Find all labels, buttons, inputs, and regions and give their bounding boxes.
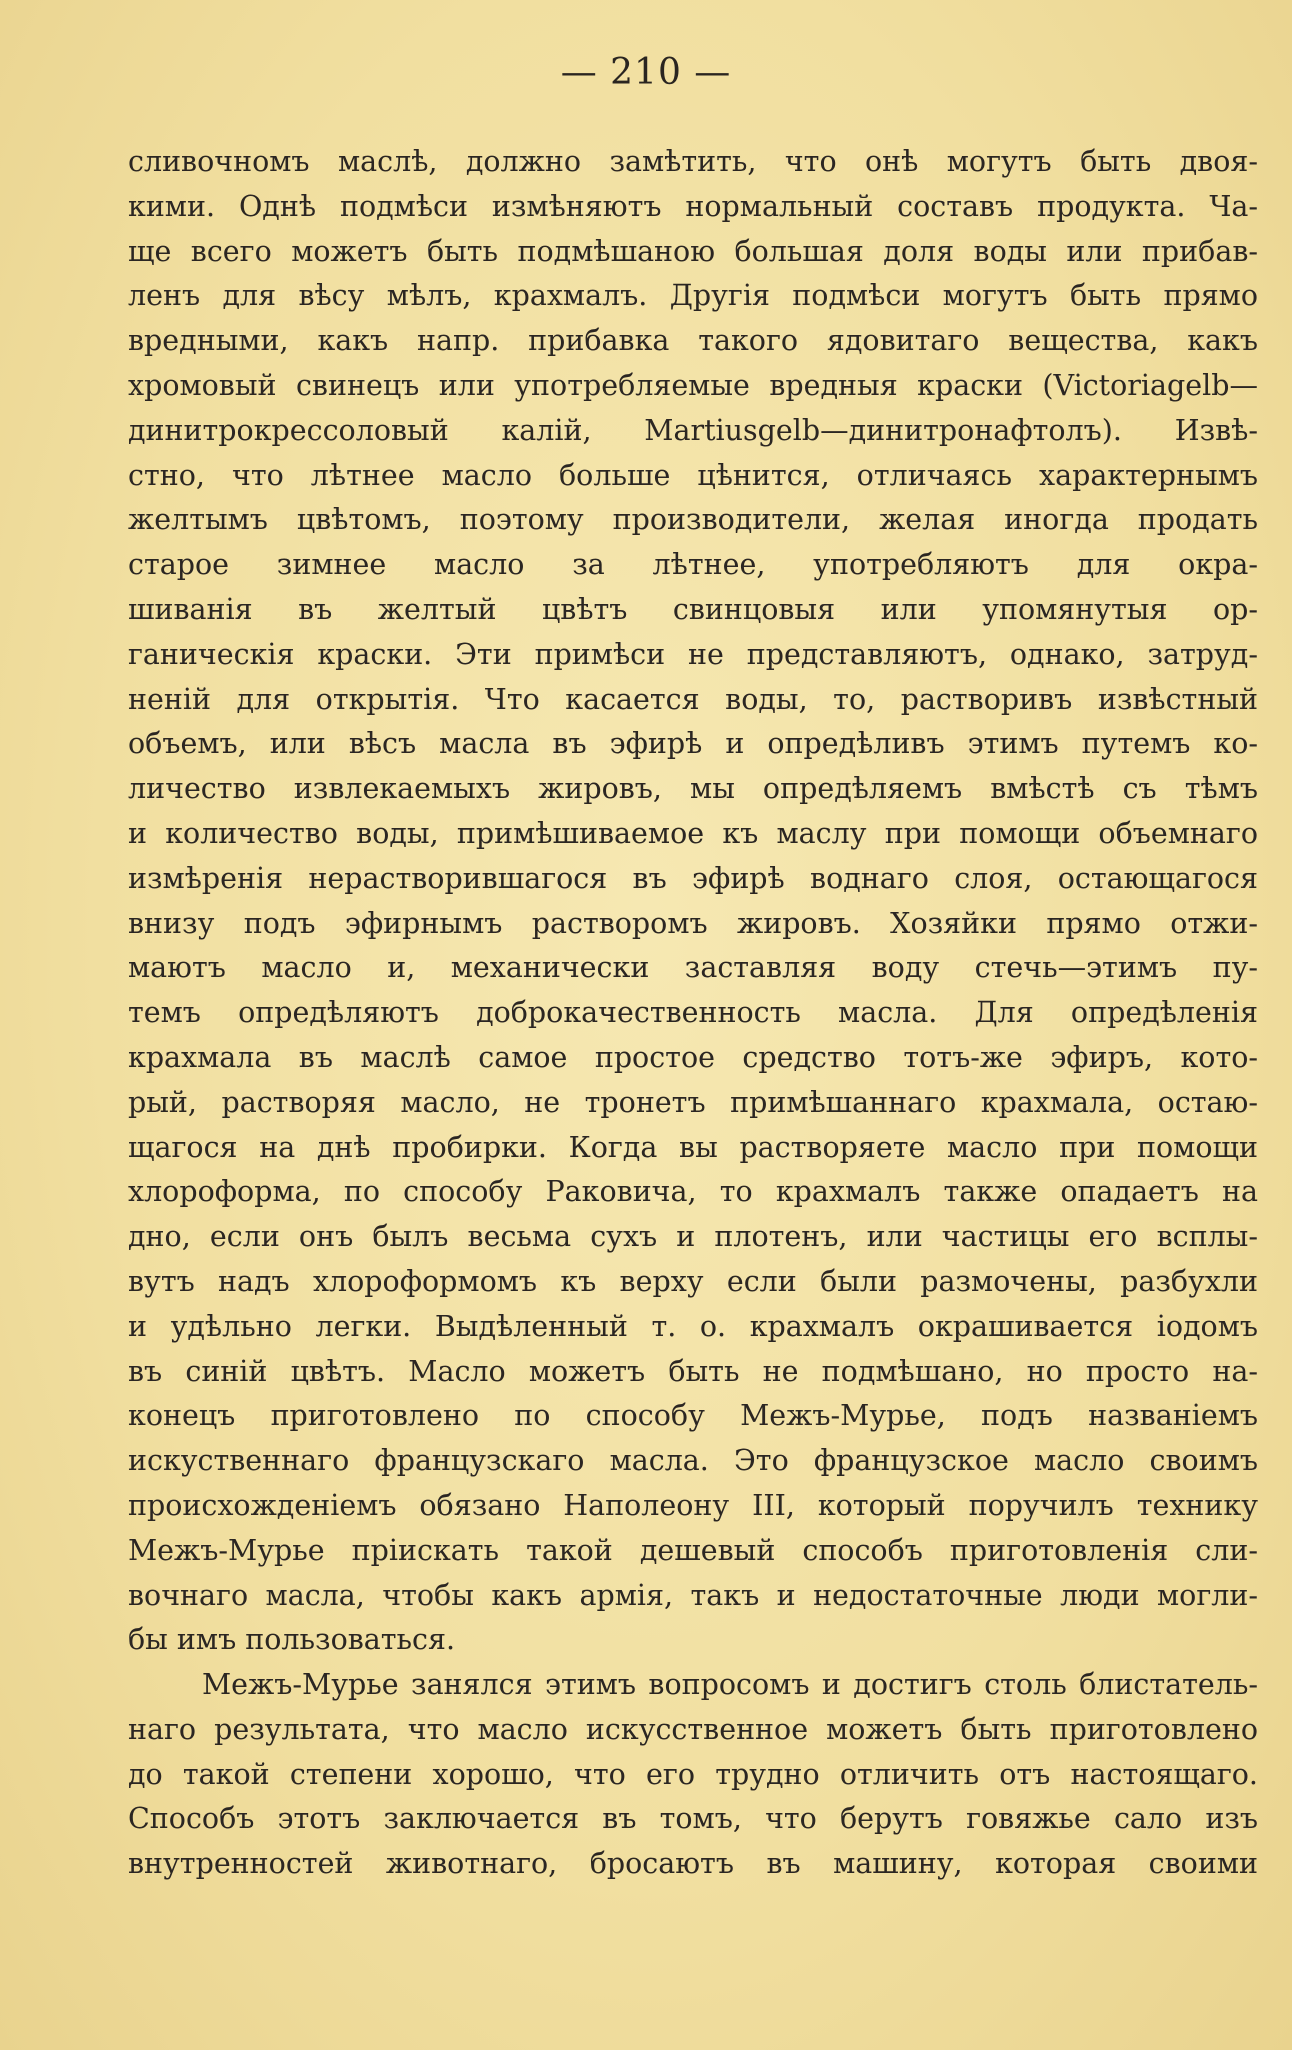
text-line: сливочномъ маслѣ, должно замѣтить, что онѣ могутъ быть двоя-	[128, 145, 1258, 178]
text-line: стно, что лѣтнее масло больше цѣнится, отличаясь характернымъ	[128, 458, 1258, 492]
text-line: въ синій цвѣтъ. Масло можетъ быть не подмѣшано, но просто на-	[128, 1354, 1258, 1388]
text-line: измѣренія нерастворившагося въ эфирѣ воднаго слоя, остающагося	[128, 861, 1258, 895]
text-line: внутренностей животнаго, бросаютъ въ машину, которая своими	[128, 1847, 1258, 1881]
text-line: вутъ надъ хлороформомъ къ верху если были размочены, разбухли	[128, 1264, 1258, 1298]
text-line: до такой степени хорошо, что его трудно отличить отъ настоящаго.	[128, 1757, 1258, 1791]
text-line: маютъ масло и, механически заставляя воду стечь—этимъ пу-	[128, 951, 1258, 985]
text-line: ганическія краски. Эти примѣси не представляютъ, однако, затруд-	[128, 637, 1258, 671]
text-line: шиванія въ желтый цвѣтъ свинцовыя или упомянутыя ор-	[128, 592, 1258, 626]
text-line: ленъ для вѣсу мѣлъ, крахмалъ. Другія подмѣси могутъ быть прямо	[128, 279, 1258, 313]
page-number: — 210 —	[560, 52, 732, 93]
text-line: динитрокрессоловый калій, Martiusgelb—динитронафтолъ). Извѣ-	[128, 413, 1258, 447]
text-line: ще всего можетъ быть подмѣшаною большая доля воды или прибав-	[128, 234, 1258, 268]
text-line: вочнаго масла, чтобы какъ армія, такъ и недостаточные люди могли-	[128, 1578, 1258, 1612]
text-line: старое зимнее масло за лѣтнее, употребляютъ для окра-	[128, 548, 1258, 582]
text-line: бы имъ пользоваться.	[128, 1623, 456, 1657]
text-line: происхожденіемъ обязано Наполеону III, который поручилъ технику	[128, 1488, 1258, 1522]
text-line: дно, если онъ былъ весьма сухъ и плотенъ, или частицы его всплы-	[128, 1220, 1258, 1254]
text-line: искуственнаго французскаго масла. Это французское масло своимъ	[128, 1444, 1258, 1478]
text-line: щагося на днѣ пробирки. Когда вы растворяете масло при помощи	[128, 1130, 1258, 1164]
text-line: наго результата, что масло искусственное можетъ быть приготовлено	[128, 1712, 1258, 1746]
text-line: хромовый свинецъ или употребляемые вредныя краски (Victoriagelb—	[128, 368, 1258, 402]
paragraph-2	[128, 1663, 1258, 1887]
text-line: хлороформа, по способу Раковича, то крахмалъ также опадаетъ на	[128, 1175, 1258, 1209]
text-line: и количество воды, примѣшиваемое къ маслу при помощи объемнаго	[128, 816, 1258, 850]
text-line: крахмала въ маслѣ самое простое средство тотъ-же эфиръ, кото-	[128, 1040, 1258, 1074]
text-line: Межъ-Мурье занялся этимъ вопросомъ и достигъ столь блистатель-	[202, 1668, 1258, 1702]
text-line: желтымъ цвѣтомъ, поэтому производители, желая иногда продать	[128, 503, 1258, 537]
text-line: темъ опредѣляютъ доброкачественность масла. Для опредѣленія	[128, 996, 1258, 1030]
text-line: вредными, какъ напр. прибавка такого ядовитаго вещества, какъ	[128, 324, 1258, 358]
text-line: Межъ-Мурье пріискать такой дешевый способъ приготовленія сли-	[128, 1533, 1258, 1567]
text-line: рый, растворяя масло, не тронетъ примѣшаннаго крахмала, остаю-	[128, 1085, 1258, 1119]
text-line: конецъ приготовлено по способу Межъ-Мурье, подъ названіемъ	[128, 1399, 1258, 1433]
text-line: личество извлекаемыхъ жировъ, мы опредѣляемъ вмѣстѣ съ тѣмъ	[128, 772, 1258, 806]
text-line: кими. Однѣ подмѣси измѣняютъ нормальный составъ продукта. Ча-	[128, 189, 1258, 223]
body-text	[128, 140, 1258, 1887]
text-line: объемъ, или вѣсъ масла въ эфирѣ и опредѣливъ этимъ путемъ ко-	[128, 727, 1258, 761]
paragraph-1	[128, 140, 1258, 1663]
text-line: внизу подъ эфирнымъ растворомъ жировъ. Хозяйки прямо отжи-	[128, 906, 1258, 940]
text-line: неній для открытія. Что касается воды, то, растворивъ извѣстный	[128, 682, 1258, 716]
text-line: и удѣльно легки. Выдѣленный т. о. крахмалъ окрашивается іодомъ	[128, 1309, 1258, 1343]
text-line: Способъ этотъ заключается въ томъ, что берутъ говяжье сало изъ	[128, 1802, 1258, 1836]
